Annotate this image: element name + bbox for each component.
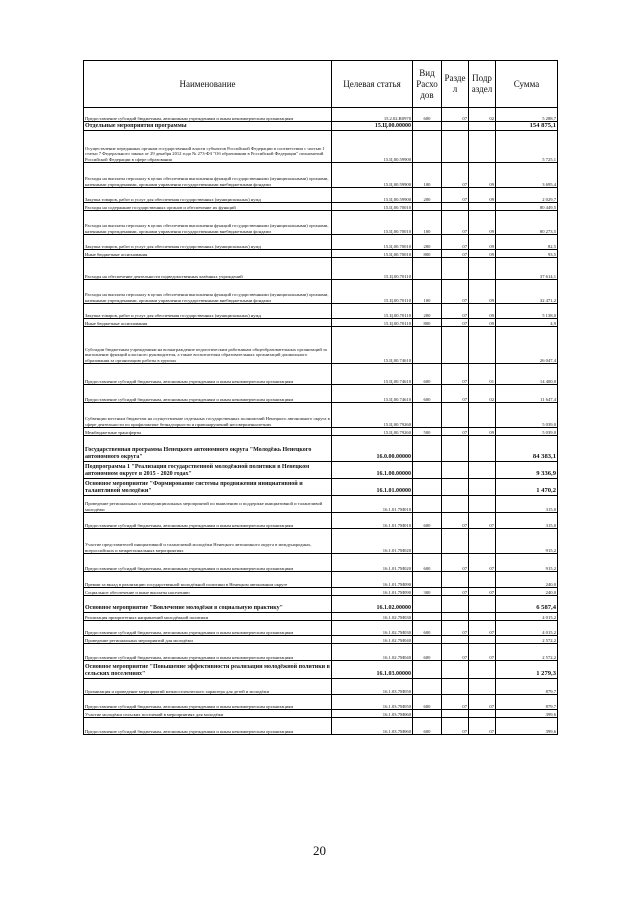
cell-name: Субсидии бюджетным учреждениям на вознаграждение педагогическим работникам общеобразовательных организаций за выполнение функций классного руководителя, а также воспитателям образовательных организаций дошкольного образования за организацию работы в группах: [84, 327, 332, 364]
cell-subsection: [469, 661, 496, 679]
budget-table: [83, 60, 558, 735]
cell-section: [442, 462, 469, 479]
cell-expense-type: 600: [413, 513, 442, 529]
table-row: [84, 385, 558, 403]
cell-subsection: 02: [469, 385, 496, 403]
cell-subsection: [469, 479, 496, 496]
cell-name: Проведение региональных и межмуниципальных мероприятий по выявлению и поддержке инициативной и талантливой молодёжи: [84, 496, 332, 513]
cell-section: [442, 529, 469, 554]
cell-sum: 399,6: [496, 718, 558, 735]
cell-name: Социальное обеспечение и иные выплаты населению: [84, 588, 332, 596]
cell-sum: 1 470,2: [496, 479, 558, 496]
cell-name: Участие представителей инициативной и талантливой молодёжи Ненецкого автономного округа в международных, всероссийских и межрегиональных мероприятиях: [84, 529, 332, 554]
cell-target-article: 16.1.03.7М060: [332, 718, 413, 735]
cell-sum: 4 015,2: [496, 621, 558, 636]
cell-name: Расходы на обеспечение деятельности подведомственных казённых учреждений: [84, 258, 332, 280]
table-row: [84, 304, 558, 319]
cell-expense-type: 800: [413, 319, 442, 327]
cell-subsection: 09: [469, 428, 496, 436]
table-row: [84, 695, 558, 710]
cell-subsection: [469, 258, 496, 280]
cell-section: [442, 496, 469, 513]
cell-section: 07: [442, 364, 469, 385]
cell-sum: 14 400,0: [496, 364, 558, 385]
cell-section: [442, 613, 469, 621]
cell-subsection: 09: [469, 188, 496, 203]
table-header-row: [84, 61, 558, 108]
cell-section: 07: [442, 718, 469, 735]
cell-subsection: [469, 529, 496, 554]
cell-sum: 84 383,1: [496, 436, 558, 462]
table-row: [84, 122, 558, 131]
cell-sum: 240,0: [496, 572, 558, 588]
cell-sum: 5 039,0: [496, 403, 558, 428]
cell-subsection: 09: [469, 304, 496, 319]
cell-expense-type: 600: [413, 108, 442, 122]
cell-expense-type: 100: [413, 211, 442, 235]
table-row: [84, 588, 558, 596]
cell-target-article: 16.1.01.00000: [332, 479, 413, 496]
cell-expense-type: 100: [413, 163, 442, 188]
cell-sum: 82,5: [496, 235, 558, 250]
table-row: [84, 364, 558, 385]
cell-section: [442, 572, 469, 588]
table-row: [84, 462, 558, 479]
cell-name: Расходы на выплаты персоналу в целях обеспечения выполнения функций государственными (муниципальными) органами, казенными учреждениями, органами управления государственными внебюджетными фондами: [84, 211, 332, 235]
cell-target-article: 15.Ц.00.70110: [332, 280, 413, 304]
cell-section: [442, 203, 469, 211]
cell-sum: 80 449,5: [496, 203, 558, 211]
cell-sum: 315,0: [496, 496, 558, 513]
table-row: [84, 661, 558, 679]
cell-sum: 11 647,4: [496, 385, 558, 403]
cell-name: Предоставление субсидий бюджетным, автономным учреждениям и иным некоммерческим организациям: [84, 644, 332, 661]
cell-subsection: 09: [469, 211, 496, 235]
cell-section: [442, 661, 469, 679]
table-row: [84, 403, 558, 428]
cell-subsection: [469, 462, 496, 479]
table-row: [84, 327, 558, 364]
cell-section: 07: [442, 385, 469, 403]
header-name: Наименование: [84, 61, 332, 108]
cell-sum: 2 029,7: [496, 188, 558, 203]
table-row: [84, 479, 558, 496]
cell-expense-type: 600: [413, 364, 442, 385]
cell-target-article: 15.Ц.00.70010: [332, 235, 413, 250]
table-row: [84, 636, 558, 644]
cell-section: 07: [442, 163, 469, 188]
cell-expense-type: [413, 496, 442, 513]
cell-section: [442, 479, 469, 496]
cell-target-article: 16.1.02.7М030: [332, 621, 413, 636]
cell-name: Предоставление субсидий бюджетным, автономным учреждениям и иным некоммерческим организациям: [84, 108, 332, 122]
cell-subsection: 02: [469, 108, 496, 122]
cell-name: Основное мероприятие "Повышение эффективности реализации молодёжной политики в сельских поселениях": [84, 661, 332, 679]
table-row: [84, 235, 558, 250]
table-row: [84, 163, 558, 188]
table-row: [84, 718, 558, 735]
cell-name: Участие молодёжи сельских поселений в мероприятиях для молодёжи: [84, 710, 332, 718]
cell-subsection: 09: [469, 250, 496, 258]
cell-expense-type: [413, 679, 442, 695]
table-row: [84, 203, 558, 211]
cell-expense-type: [413, 572, 442, 588]
cell-target-article: 16.1.01.7М090: [332, 572, 413, 588]
cell-target-article: 15.Ц.00.70110: [332, 319, 413, 327]
cell-section: 07: [442, 588, 469, 596]
cell-target-article: 16.1.03.7М050: [332, 679, 413, 695]
cell-expense-type: 500: [413, 428, 442, 436]
cell-name: Предоставление субсидий бюджетным, автономным учреждениям и иным некоммерческим организациям: [84, 695, 332, 710]
cell-expense-type: 200: [413, 304, 442, 319]
table-row: [84, 131, 558, 163]
cell-name: Предоставление субсидий бюджетным, автономным учреждениям и иным некоммерческим организациям: [84, 385, 332, 403]
cell-sum: 2 572,2: [496, 636, 558, 644]
table-row: [84, 613, 558, 621]
cell-section: [442, 636, 469, 644]
table-row: [84, 496, 558, 513]
cell-expense-type: [413, 462, 442, 479]
cell-expense-type: 300: [413, 588, 442, 596]
cell-sum: 26 047,4: [496, 327, 558, 364]
cell-target-article: 16.1.01.7М090: [332, 588, 413, 596]
cell-name: Закупка товаров, работ и услуг для обеспечения государственных (муниципальных) нужд: [84, 188, 332, 203]
cell-sum: 879,7: [496, 695, 558, 710]
cell-name: Межбюджетные трансферты: [84, 428, 332, 436]
cell-sum: 879,7: [496, 679, 558, 695]
cell-target-article: 16.1.01.7М020: [332, 529, 413, 554]
cell-section: [442, 403, 469, 428]
cell-name: Закупка товаров, работ и услуг для обеспечения государственных (муниципальных) нужд: [84, 235, 332, 250]
cell-target-article: 15.Ц.00.59900: [332, 131, 413, 163]
cell-name: Реализация приоритетных направлений молодёжной политики: [84, 613, 332, 621]
cell-target-article: 15.Ц.00.70110: [332, 258, 413, 280]
cell-subsection: [469, 203, 496, 211]
cell-target-article: 16.1.01.7М020: [332, 554, 413, 572]
cell-expense-type: [413, 131, 442, 163]
cell-expense-type: [413, 327, 442, 364]
cell-subsection: 07: [469, 621, 496, 636]
cell-sum: 1 279,3: [496, 661, 558, 679]
cell-section: 07: [442, 211, 469, 235]
cell-sum: 315,0: [496, 513, 558, 529]
cell-target-article: 15.Ц.00.70110: [332, 304, 413, 319]
cell-sum: 6 587,4: [496, 596, 558, 613]
cell-section: [442, 122, 469, 131]
cell-target-article: 16.1.02.7М030: [332, 613, 413, 621]
table-row: [84, 250, 558, 258]
cell-subsection: 09: [469, 319, 496, 327]
cell-section: 07: [442, 280, 469, 304]
cell-target-article: 16.1.02.7М040: [332, 644, 413, 661]
cell-section: [442, 679, 469, 695]
table-row: [84, 319, 558, 327]
cell-expense-type: 800: [413, 250, 442, 258]
cell-expense-type: 600: [413, 621, 442, 636]
cell-sum: 154 875,1: [496, 122, 558, 131]
cell-subsection: [469, 679, 496, 695]
cell-target-article: 15.Ц.00.70010: [332, 250, 413, 258]
table-row: [84, 188, 558, 203]
cell-section: 07: [442, 554, 469, 572]
cell-subsection: 07: [469, 644, 496, 661]
cell-name: Государственная программа Ненецкого автономного округа "Молодёжь Ненецкого автономного округа": [84, 436, 332, 462]
cell-expense-type: [413, 529, 442, 554]
cell-name: Предоставление субсидий бюджетным, автономным учреждениям и иным некоммерческим организациям: [84, 364, 332, 385]
cell-section: [442, 327, 469, 364]
cell-sum: 93,5: [496, 250, 558, 258]
cell-subsection: 09: [469, 163, 496, 188]
cell-name: Расходы на выплаты персоналу в целях обеспечения выполнения функций государственными (муниципальными) органами, казенными учреждениями, органами управления государственными внебюджетными фондами: [84, 280, 332, 304]
cell-subsection: 07: [469, 718, 496, 735]
cell-name: Премии за вклад в реализацию государственной молодёжной политики в Ненецком автономном округе: [84, 572, 332, 588]
cell-expense-type: [413, 636, 442, 644]
cell-name: Расходы на содержание государственных органов и обеспечение их функций: [84, 203, 332, 211]
cell-subsection: [469, 572, 496, 588]
cell-target-article: 16.1.01.7М010: [332, 513, 413, 529]
cell-target-article: 16.1.03.7М050: [332, 695, 413, 710]
cell-subsection: [469, 636, 496, 644]
cell-target-article: 15.Ц.00.74610: [332, 327, 413, 364]
cell-name: Иные бюджетные ассигнования: [84, 250, 332, 258]
cell-target-article: 16.1.00.00000: [332, 462, 413, 479]
cell-name: Проведение региональных мероприятий для молодёжи: [84, 636, 332, 644]
cell-target-article: 15.Ц.00.59900: [332, 163, 413, 188]
cell-name: Иные бюджетные ассигнования: [84, 319, 332, 327]
cell-section: 07: [442, 304, 469, 319]
cell-sum: 5 288,7: [496, 108, 558, 122]
cell-name: Закупка товаров, работ и услуг для обеспечения государственных (муниципальных) нужд: [84, 304, 332, 319]
cell-sum: 5 725,1: [496, 131, 558, 163]
cell-name: Расходы на выплаты персоналу в целях обеспечения выполнения функций государственными (муниципальными) органами, казенными учреждениями, органами управления государственными внебюджетными фондами: [84, 163, 332, 188]
cell-expense-type: 600: [413, 718, 442, 735]
cell-target-article: 15.Ц.00.00000: [332, 122, 413, 131]
table-row: [84, 679, 558, 695]
table-row: [84, 280, 558, 304]
cell-expense-type: [413, 203, 442, 211]
table-row: [84, 572, 558, 588]
cell-section: 07: [442, 621, 469, 636]
cell-sum: 32 471,2: [496, 280, 558, 304]
cell-subsection: 09: [469, 235, 496, 250]
cell-sum: 4,9: [496, 319, 558, 327]
header-section: Разде л: [442, 61, 469, 108]
cell-section: [442, 710, 469, 718]
cell-name: Основное мероприятие "Вовлечение молодёжи в социальную практику": [84, 596, 332, 613]
cell-expense-type: 600: [413, 695, 442, 710]
cell-name: Осуществление переданных органам государственной власти субъектов Российской Федерации в соответствии с частью 1 статьи 7 Федерального закона от 29 декабря 2012 года № 273-ФЗ "Об образовании в Российской Федерации" полномочий Российской Федерации в сфере образования: [84, 131, 332, 163]
cell-expense-type: 600: [413, 385, 442, 403]
cell-expense-type: [413, 710, 442, 718]
table-row: [84, 529, 558, 554]
table-row: [84, 436, 558, 462]
cell-expense-type: [413, 613, 442, 621]
cell-target-article: 15.Ц.00.59900: [332, 188, 413, 203]
table-row: [84, 596, 558, 613]
cell-target-article: 15.2.02.R0970: [332, 108, 413, 122]
cell-name: Предоставление субсидий бюджетным, автономным учреждениям и иным некоммерческим организациям: [84, 513, 332, 529]
cell-subsection: [469, 596, 496, 613]
cell-name: Основное мероприятие "Формирование системы продвижения инициативной и талантливой молодёжи": [84, 479, 332, 496]
cell-target-article: 16.1.03.7М060: [332, 710, 413, 718]
cell-section: 07: [442, 513, 469, 529]
cell-name: Подпрограмма 1 "Реализация государственной молодёжной политики в Ненецком автономном округе в 2015 - 2020 годах": [84, 462, 332, 479]
cell-section: 07: [442, 235, 469, 250]
cell-subsection: [469, 710, 496, 718]
cell-sum: 9 336,9: [496, 462, 558, 479]
cell-target-article: 15.Ц.00.74610: [332, 385, 413, 403]
cell-target-article: 15.Ц.00.79260: [332, 403, 413, 428]
cell-section: [442, 258, 469, 280]
header-subsection: Подр аздел: [469, 61, 496, 108]
cell-expense-type: 600: [413, 644, 442, 661]
header-sum: Сумма: [496, 61, 558, 108]
cell-target-article: 16.1.02.7М040: [332, 636, 413, 644]
cell-section: 07: [442, 428, 469, 436]
cell-subsection: [469, 131, 496, 163]
cell-section: 07: [442, 319, 469, 327]
cell-name: Предоставление субсидий бюджетным, автономным учреждениям и иным некоммерческим организациям: [84, 554, 332, 572]
cell-target-article: 15.Ц.00.74610: [332, 364, 413, 385]
cell-target-article: 15.Ц.00.70010: [332, 203, 413, 211]
cell-sum: 3 695,4: [496, 163, 558, 188]
table-row: [84, 710, 558, 718]
cell-target-article: 16.1.01.7М010: [332, 496, 413, 513]
cell-sum: 4 015,2: [496, 613, 558, 621]
page-number: 20: [313, 843, 326, 858]
cell-subsection: 09: [469, 280, 496, 304]
cell-expense-type: [413, 479, 442, 496]
cell-target-article: 16.1.02.00000: [332, 596, 413, 613]
table-row: [84, 554, 558, 572]
cell-expense-type: [413, 122, 442, 131]
cell-subsection: 07: [469, 554, 496, 572]
cell-expense-type: 200: [413, 235, 442, 250]
cell-sum: 240,0: [496, 588, 558, 596]
table-row: [84, 211, 558, 235]
cell-sum: 2 572,2: [496, 644, 558, 661]
cell-name: Предоставление субсидий бюджетным, автономным учреждениям и иным некоммерческим организациям: [84, 718, 332, 735]
cell-subsection: [469, 122, 496, 131]
cell-target-article: 16.0.00.00000: [332, 436, 413, 462]
cell-subsection: [469, 613, 496, 621]
cell-sum: 5 039,0: [496, 428, 558, 436]
table-row: [84, 621, 558, 636]
cell-section: 07: [442, 644, 469, 661]
cell-subsection: 07: [469, 588, 496, 596]
cell-section: 07: [442, 108, 469, 122]
cell-expense-type: 100: [413, 280, 442, 304]
cell-name: Организация и проведение мероприятий межпоселенческого характера для детей и молодёжи: [84, 679, 332, 695]
cell-sum: 915,2: [496, 529, 558, 554]
cell-expense-type: [413, 596, 442, 613]
table-row: [84, 258, 558, 280]
table-row: [84, 513, 558, 529]
cell-section: 07: [442, 250, 469, 258]
cell-sum: 399,6: [496, 710, 558, 718]
cell-expense-type: [413, 436, 442, 462]
cell-name: Субвенции местным бюджетам на осуществление отдельных государственных полномочий Ненецкого автономного округа в сфере деятельности по профилактике безнадзорности и правонарушений несовершеннолетних: [84, 403, 332, 428]
cell-subsection: [469, 436, 496, 462]
table-row: [84, 108, 558, 122]
cell-expense-type: [413, 403, 442, 428]
cell-expense-type: [413, 258, 442, 280]
cell-expense-type: 600: [413, 554, 442, 572]
cell-sum: 5 138,0: [496, 304, 558, 319]
cell-subsection: [469, 403, 496, 428]
cell-section: [442, 596, 469, 613]
table-row: [84, 428, 558, 436]
cell-section: 07: [442, 695, 469, 710]
cell-subsection: 01: [469, 364, 496, 385]
cell-sum: 915,2: [496, 554, 558, 572]
cell-section: [442, 436, 469, 462]
cell-subsection: 07: [469, 513, 496, 529]
cell-target-article: 15.Ц.00.70010: [332, 211, 413, 235]
cell-sum: 37 614,1: [496, 258, 558, 280]
cell-expense-type: 200: [413, 188, 442, 203]
cell-section: 07: [442, 188, 469, 203]
table-row: [84, 644, 558, 661]
cell-sum: 80 273,5: [496, 211, 558, 235]
cell-subsection: 07: [469, 695, 496, 710]
cell-target-article: 15.Ц.00.79260: [332, 428, 413, 436]
header-expense-type: Вид Расхо дов: [413, 61, 442, 108]
cell-section: [442, 131, 469, 163]
header-target-article: Целевая статья: [332, 61, 413, 108]
cell-name: Предоставление субсидий бюджетным, автономным учреждениям и иным некоммерческим организациям: [84, 621, 332, 636]
cell-expense-type: [413, 661, 442, 679]
cell-subsection: [469, 496, 496, 513]
cell-name: Отдельные мероприятия программы: [84, 122, 332, 131]
cell-subsection: [469, 327, 496, 364]
cell-target-article: 16.1.03.00000: [332, 661, 413, 679]
